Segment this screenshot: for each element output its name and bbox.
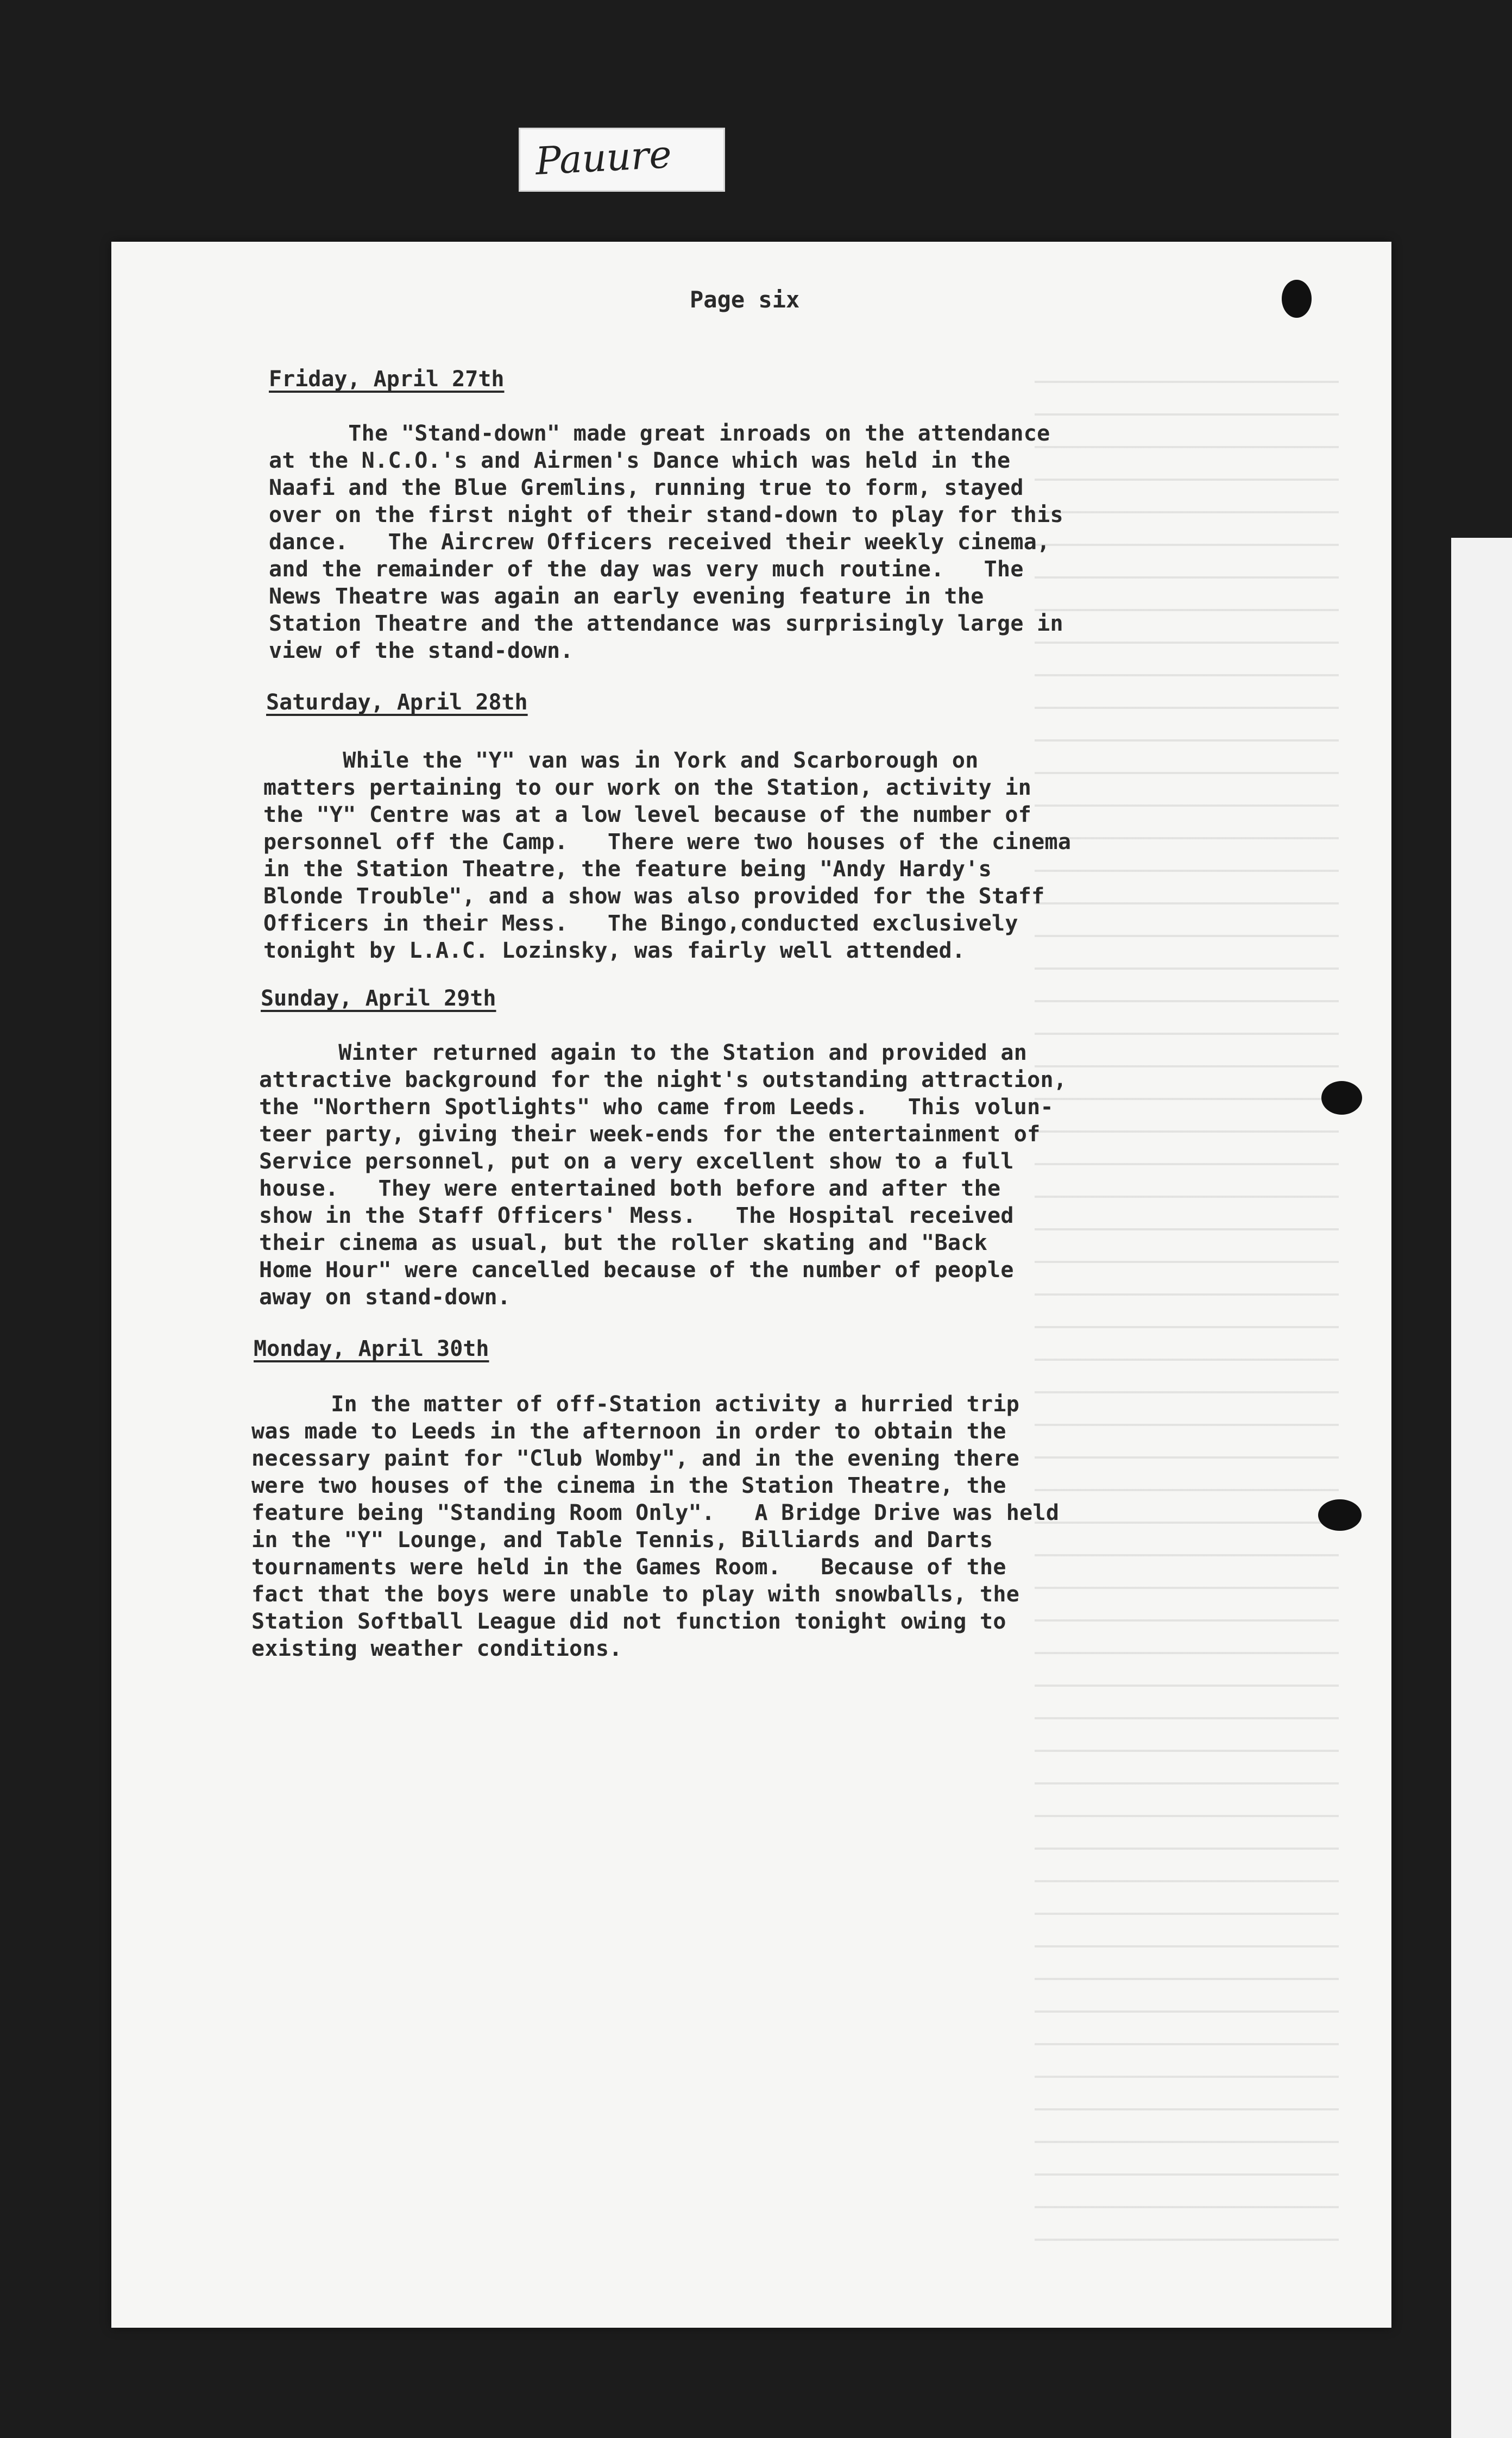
entry-date: Friday, April 27th — [269, 367, 505, 392]
entry-date: Saturday, April 28th — [266, 690, 528, 715]
show-through-text — [1035, 361, 1339, 2263]
entry-body: The "Stand-down" made great inroads on the attendance at the N.C.O.'s and Airmen's Dance which was held in the Naafi and the Blue Gremlins, running true to form, stayed over on the first night of their stand-down to play for this dance. The Aircrew Officers received their weekly cinema, and the remainder of the day was very much routine. The News Theatre was again an early evening feature in the Station Theatre and the attendance was surprisingly large in view of the stand-down. — [269, 421, 1063, 663]
handwritten-label: Pauure — [534, 131, 673, 184]
entry-date: Sunday, April 29th — [261, 986, 496, 1011]
page-title: Page six — [690, 286, 800, 313]
ink-blot — [1282, 280, 1312, 318]
typed-page — [111, 242, 1391, 2328]
ink-blot — [1321, 1081, 1362, 1115]
handwritten-label-card — [519, 128, 725, 192]
background-strip — [1451, 538, 1512, 2438]
entry-body: Winter returned again to the Station and provided an attractive background for the night's outstanding attraction, the "Northern Spotlights" who came from Leeds. This volun- teer party, giving their week-ends for the entertainment of Service personnel, put on a very excellent show to a full house. They were entertained both before and after the show in the Staff Officers' Mess. The Hospital received their cinema as usual, but the roller skating and "Back Home Hour" were cancelled because of the number of people away on stand-down. — [259, 1040, 1067, 1310]
entry-body: While the "Y" van was in York and Scarborough on matters pertaining to our work on the Station, activity in the "Y" Centre was at a low level because of the number of personnel off the Camp. There were two houses of the cinema in the Station Theatre, the feature being "Andy Hardy's Blonde Trouble", and a show was also provided for the Staff Officers in their Mess. The Bingo,conducted exclusively tonight by L.A.C. Lozinsky, was fairly well attended. — [263, 748, 1072, 963]
entry-date: Monday, April 30th — [254, 1336, 489, 1361]
entry-body: In the matter of off-Station activity a hurried trip was made to Leeds in the afternoon in order to obtain the necessary paint for "Club Womby", and in the evening there were two houses of the cinema in the Station Theatre, the feature being "Standing Room Only". A Bridge Drive was held in the "Y" Lounge, and Table Tennis, Billiards and Darts tournaments were held in the Games Room. Because of the fact that the boys were unable to play with snowballs, the Station Softball League did not function tonight owing to existing weather conditions. — [251, 1392, 1060, 1661]
ink-blot — [1318, 1499, 1362, 1531]
